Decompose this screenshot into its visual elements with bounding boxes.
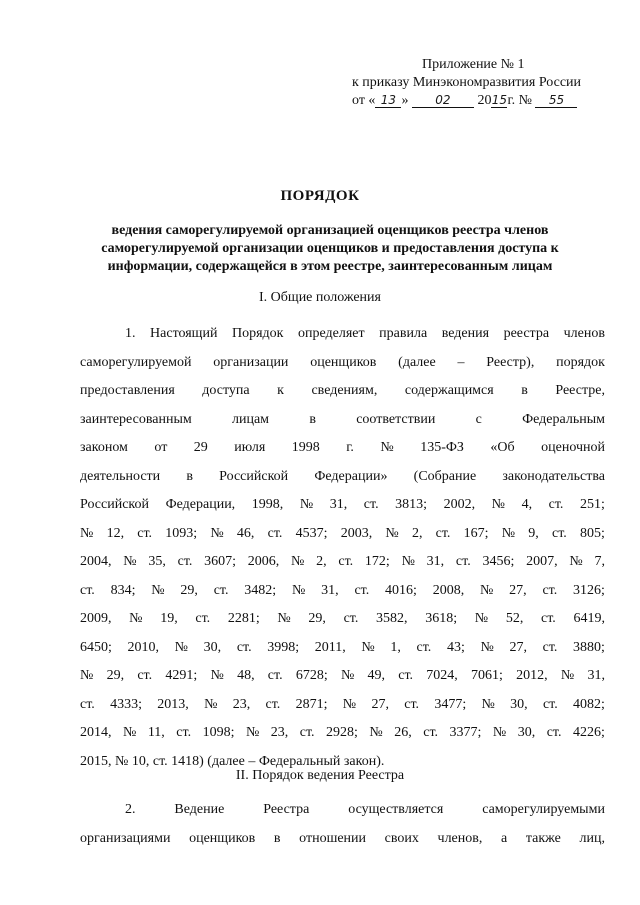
section-heading-2: II. Порядок ведения Реестра xyxy=(235,768,405,783)
paragraph-1 xyxy=(80,320,605,776)
text-line: 6450; 2010, № 30, ст. 3998; 2011, № 1, ст. 43; № 27, ст. 3880; xyxy=(80,639,605,655)
text-line: 2009, № 19, ст. 2281; № 29, ст. 3582, 3618; № 52, ст. 6419, xyxy=(80,611,605,626)
handwritten-year: 15 xyxy=(491,93,508,107)
date-mid: » xyxy=(401,93,409,108)
date-prefix: от « xyxy=(352,93,376,108)
text-line: Российской Федерации, 1998, № 31, ст. 3813; 2002, № 4, ст. 251; xyxy=(80,497,605,512)
text-line: № 12, ст. 1093; № 46, ст. 4537; 2003, № 2, ст. 167; № 9, ст. 805; xyxy=(80,525,605,541)
appendix-number: Приложение № 1 xyxy=(422,57,525,72)
text-line: 2. Ведение Реестра осуществляется саморегулируемыми xyxy=(125,802,605,817)
text-line: организациями оценщиков в отношении своих членов, а также лиц, xyxy=(80,830,605,846)
document-title: ПОРЯДОК xyxy=(280,188,360,204)
text-line: саморегулируемой организации оценщиков (далее – Реестр), порядок xyxy=(80,354,605,370)
text-line: ст. 834; № 29, ст. 3482; № 31, ст. 4016; 2008, № 27, ст. 3126; xyxy=(80,582,605,598)
handwritten-month: 02 xyxy=(412,93,474,108)
text-line: 2015, № 10, ст. 1418) (далее – Федеральный закон). xyxy=(80,753,385,769)
text-line: заинтересованным лицам в соответствии с Федеральным xyxy=(80,411,605,427)
number-label: г. № xyxy=(507,93,532,108)
text-line: деятельности в Российской Федерации» (Собрание законодательства xyxy=(80,468,605,484)
handwritten-number: 55 xyxy=(535,93,577,108)
section-heading-1: I. Общие положения xyxy=(259,290,381,305)
paragraph-2 xyxy=(80,796,605,853)
text-line: 1. Настоящий Порядок определяет правила ведения реестра членов xyxy=(125,326,605,341)
handwritten-day: 13 xyxy=(375,93,401,108)
order-date-line xyxy=(352,92,612,110)
text-line: 2014, № 11, ст. 1098; № 23, ст. 2928; № 26, ст. 3377; № 30, ст. 4226; xyxy=(80,725,605,740)
appendix-header xyxy=(352,56,612,110)
text-line: предоставления доступа к сведениям, содержащимся в Реестре, xyxy=(80,383,605,398)
order-reference: к приказу Минэкономразвития России xyxy=(352,75,582,90)
text-line: законом от 29 июля 1998 г. № 135-ФЗ «Об оценочной xyxy=(80,440,605,455)
text-line: 2004, № 35, ст. 3607; 2006, № 2, ст. 172; № 31, ст. 3456; 2007, № 7, xyxy=(80,554,605,569)
document-subtitle: ведения саморегулируемой организацией оценщиков реестра членов саморегулируемой организации оценщиков и предоставления доступа к информации, содержащейся в этом реестре, заинтересованным лицам xyxy=(101,223,559,274)
year-prefix: 20 xyxy=(477,93,492,108)
text-line: ст. 4333; 2013, № 23, ст. 2871; № 27, ст. 3477; № 30, ст. 4082; xyxy=(80,696,605,712)
text-line: № 29, ст. 4291; № 48, ст. 6728; № 49, ст. 7024, 7061; 2012, № 31, xyxy=(80,668,605,683)
